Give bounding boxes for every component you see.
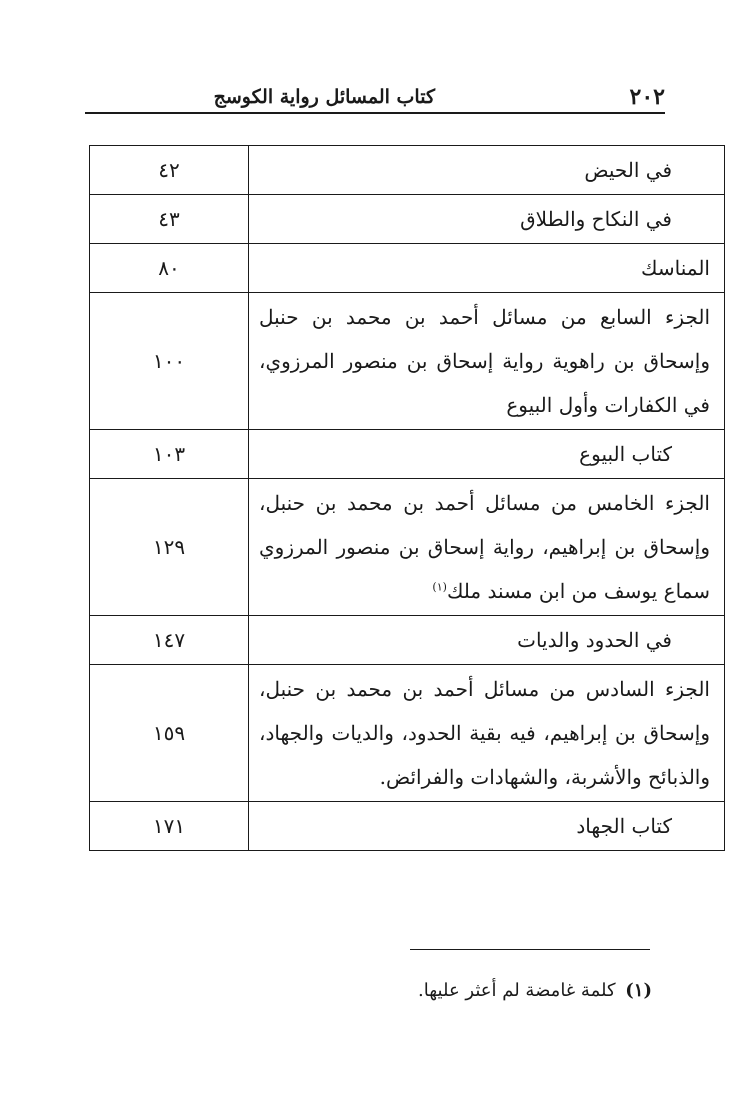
table-row <box>90 430 725 479</box>
row-title: كتاب البيوع <box>249 430 725 479</box>
row-title: في الحيض <box>249 146 725 195</box>
footnote <box>418 980 652 1001</box>
table-row <box>90 244 725 293</box>
page-header <box>85 80 665 114</box>
footnote-reference: (١) <box>432 580 447 594</box>
row-title: في الحدود والديات <box>249 616 725 665</box>
row-page-number: ١٧١ <box>90 802 249 851</box>
row-page-number: ٤٢ <box>90 146 249 195</box>
row-title: المناسك <box>249 244 725 293</box>
table-row <box>90 479 725 616</box>
row-title: في النكاح والطلاق <box>249 195 725 244</box>
running-title: كتاب المسائل رواية الكوسج <box>213 86 435 108</box>
row-title: الجزء السابع من مسائل أحمد بن محمد بن حنبل وإسحاق بن راهوية رواية إسحاق بن منصور المرزوي، في الكفارات وأول البيوع <box>249 293 725 430</box>
row-page-number: ١٢٩ <box>90 479 249 616</box>
table-row <box>90 146 725 195</box>
row-page-number: ١٤٧ <box>90 616 249 665</box>
page-number: ٢٠٢ <box>629 84 665 110</box>
table-row <box>90 195 725 244</box>
table-row <box>90 802 725 851</box>
table-row <box>90 665 725 802</box>
index-table <box>89 145 725 851</box>
row-page-number: ٨٠ <box>90 244 249 293</box>
header-rule <box>85 112 665 114</box>
row-title: الجزء الخامس من مسائل أحمد بن محمد بن حنبل، وإسحاق بن إبراهيم، رواية إسحاق بن منصور المرزوي سماع يوسف من ابن مسند ملك <box>259 491 710 603</box>
row-page-number: ٤٣ <box>90 195 249 244</box>
row-page-number: ١٠٣ <box>90 430 249 479</box>
footnote-marker: (١) <box>625 980 652 1001</box>
row-title: الجزء السادس من مسائل أحمد بن محمد بن حنبل، وإسحاق بن إبراهيم، فيه بقية الحدود، والديات والجهاد، والذبائح والأشربة، والشهادات والفرائض. <box>249 665 725 802</box>
row-page-number: ١٥٩ <box>90 665 249 802</box>
row-title-cell <box>249 479 725 616</box>
row-title: كتاب الجهاد <box>249 802 725 851</box>
footnote-rule <box>410 949 650 950</box>
footnote-text: كلمة غامضة لم أعثر عليها. <box>418 980 616 1001</box>
row-page-number: ١٠٠ <box>90 293 249 430</box>
table-row <box>90 616 725 665</box>
table-row <box>90 293 725 430</box>
